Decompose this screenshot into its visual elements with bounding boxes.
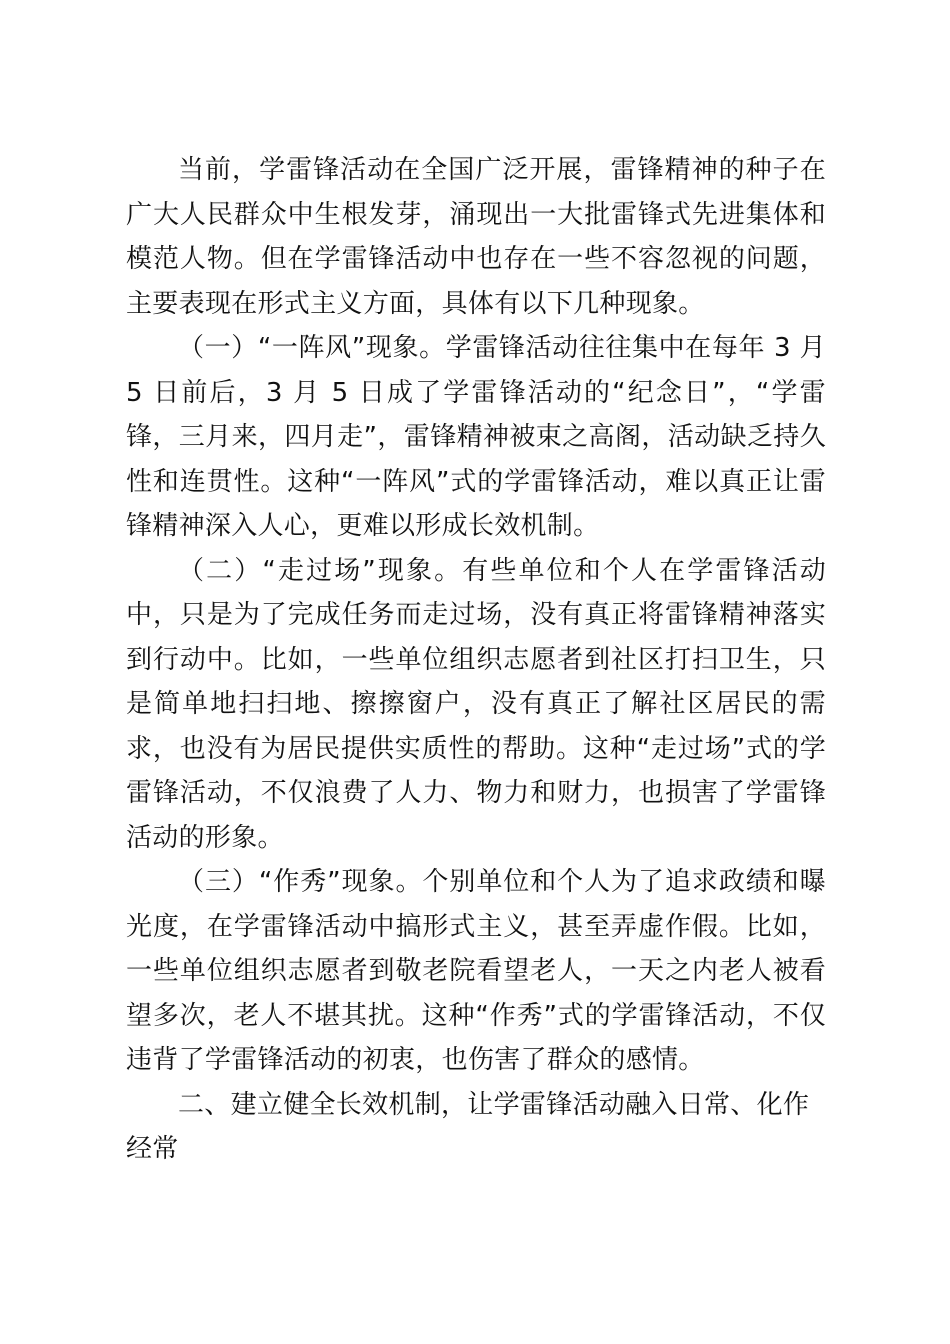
document-body <box>126 148 826 1172</box>
paragraph-phenomenon-2: （二）“走过场”现象。有些单位和个人在学雷锋活动中，只是为了完成任务而走过场，没有真正将雷锋精神落实到行动中。比如，一些单位组织志愿者到社区打扫卫生，只是简单地扫扫地、擦擦窗户，没有真正了解社区居民的需求，也没有为居民提供实质性的帮助。这种“走过场”式的学雷锋活动，不仅浪费了人力、物力和财力，也损害了学雷锋活动的形象。 <box>126 555 826 853</box>
paragraph-phenomenon-1: （一）“一阵风”现象。学雷锋活动往往集中在每年 3 月 5 日前后，3 月 5 日成了学雷锋活动的“纪念日”，“学雷锋，三月来，四月走”，雷锋精神被束之高阁，活动缺乏持久性和连贯性。这种“一阵风”式的学雷锋活动，难以真正让雷锋精神深入人心，更难以形成长效机制。 <box>126 333 826 541</box>
paragraph-phenomenon-3: （三）“作秀”现象。个别单位和个人为了追求政绩和曝光度，在学雷锋活动中搞形式主义，甚至弄虚作假。比如，一些单位组织志愿者到敬老院看望老人，一天之内老人被看望多次，老人不堪其扰。这种“作秀”式的学雷锋活动，不仅违背了学雷锋活动的初衷，也伤害了群众的感情。 <box>126 867 826 1075</box>
section-heading: 二、建立健全长效机制，让学雷锋活动融入日常、化作经常 <box>126 1089 810 1164</box>
paragraph-intro: 当前，学雷锋活动在全国广泛开展，雷锋精神的种子在广大人民群众中生根发芽，涌现出一大批雷锋式先进集体和模范人物。但在学雷锋活动中也存在一些不容忽视的问题，主要表现在形式主义方面，具体有以下几种现象。 <box>126 155 826 319</box>
